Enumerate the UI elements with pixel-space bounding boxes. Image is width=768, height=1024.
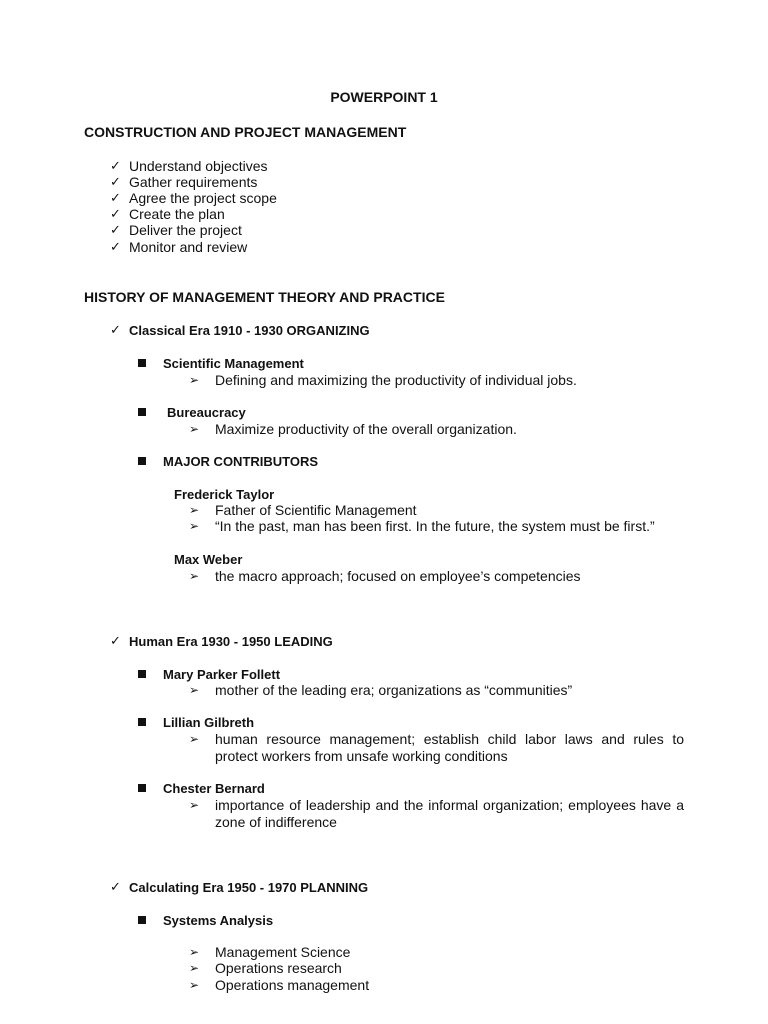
contributor-point: the macro approach; focused on employee’s competencies	[215, 568, 581, 584]
arrow-bullet-icon: ➢	[189, 569, 200, 583]
square-bullet-icon	[138, 457, 146, 465]
list-item: Deliver the project	[129, 222, 242, 238]
check-icon: ✓	[110, 322, 121, 337]
check-icon: ✓	[110, 190, 121, 205]
square-bullet-icon	[138, 408, 146, 416]
arrow-bullet-icon: ➢	[189, 798, 200, 812]
arrow-bullet-icon: ➢	[189, 978, 200, 992]
arrow-bullet-icon: ➢	[189, 373, 200, 387]
arrow-bullet-icon: ➢	[189, 683, 200, 697]
check-icon: ✓	[110, 222, 121, 237]
check-icon: ✓	[110, 633, 121, 648]
check-icon: ✓	[110, 239, 121, 254]
list-item: Monitor and review	[129, 239, 248, 255]
topic-point: Defining and maximizing the productivity of individual jobs.	[215, 372, 577, 388]
topic-label: MAJOR CONTRIBUTORS	[163, 454, 319, 469]
section-heading-history: HISTORY OF MANAGEMENT THEORY AND PRACTICE	[84, 289, 445, 305]
contributor-point: Father of Scientific Management	[215, 502, 417, 518]
square-bullet-icon	[138, 916, 146, 924]
page-title: POWERPOINT 1	[330, 89, 438, 105]
section-heading-construction: CONSTRUCTION AND PROJECT MANAGEMENT	[84, 124, 407, 140]
arrow-bullet-icon: ➢	[189, 503, 200, 517]
check-icon: ✓	[110, 174, 121, 189]
topic-point: importance of leadership and the informal organization; employees have a zone of indifference	[215, 797, 684, 830]
list-item: Gather requirements	[129, 174, 258, 190]
contributor-name: Max Weber	[174, 552, 243, 567]
topic-point: Maximize productivity of the overall organization.	[215, 421, 517, 437]
check-icon: ✓	[110, 879, 121, 894]
topic-point: human resource management; establish child labor laws and rules to protect workers from unsafe working conditions	[215, 731, 684, 764]
list-item: Agree the project scope	[129, 190, 277, 206]
square-bullet-icon	[138, 670, 146, 678]
topic-label: Lillian Gilbreth	[163, 715, 255, 730]
arrow-bullet-icon: ➢	[189, 422, 200, 436]
topic-label: Mary Parker Follett	[163, 667, 281, 682]
arrow-bullet-icon: ➢	[189, 945, 200, 959]
arrow-bullet-icon: ➢	[189, 519, 200, 533]
topic-point: Operations research	[215, 960, 342, 976]
list-item: Understand objectives	[129, 158, 268, 174]
topic-point: Operations management	[215, 977, 370, 993]
check-icon: ✓	[110, 158, 121, 173]
check-icon: ✓	[110, 206, 121, 221]
contributor-point: “In the past, man has been first. In the future, the system must be first.”	[215, 518, 655, 534]
era-title-calculating: Calculating Era 1950 - 1970 PLANNING	[129, 880, 369, 895]
arrow-bullet-icon: ➢	[189, 732, 200, 746]
list-item: Create the plan	[129, 206, 225, 222]
contributor-name: Frederick Taylor	[174, 487, 275, 502]
topic-point: mother of the leading era; organizations as “communities”	[215, 682, 573, 698]
era-title-human: Human Era 1930 - 1950 LEADING	[129, 634, 333, 649]
topic-label: Systems Analysis	[163, 913, 274, 928]
topic-point: Management Science	[215, 944, 351, 960]
square-bullet-icon	[138, 718, 146, 726]
topic-label: Chester Bernard	[163, 781, 265, 796]
arrow-bullet-icon: ➢	[189, 961, 200, 975]
square-bullet-icon	[138, 784, 146, 792]
topic-label: Scientific Management	[163, 356, 304, 371]
square-bullet-icon	[138, 359, 146, 367]
topic-label: Bureaucracy	[167, 405, 246, 420]
era-title-classical: Classical Era 1910 - 1930 ORGANIZING	[129, 323, 370, 338]
